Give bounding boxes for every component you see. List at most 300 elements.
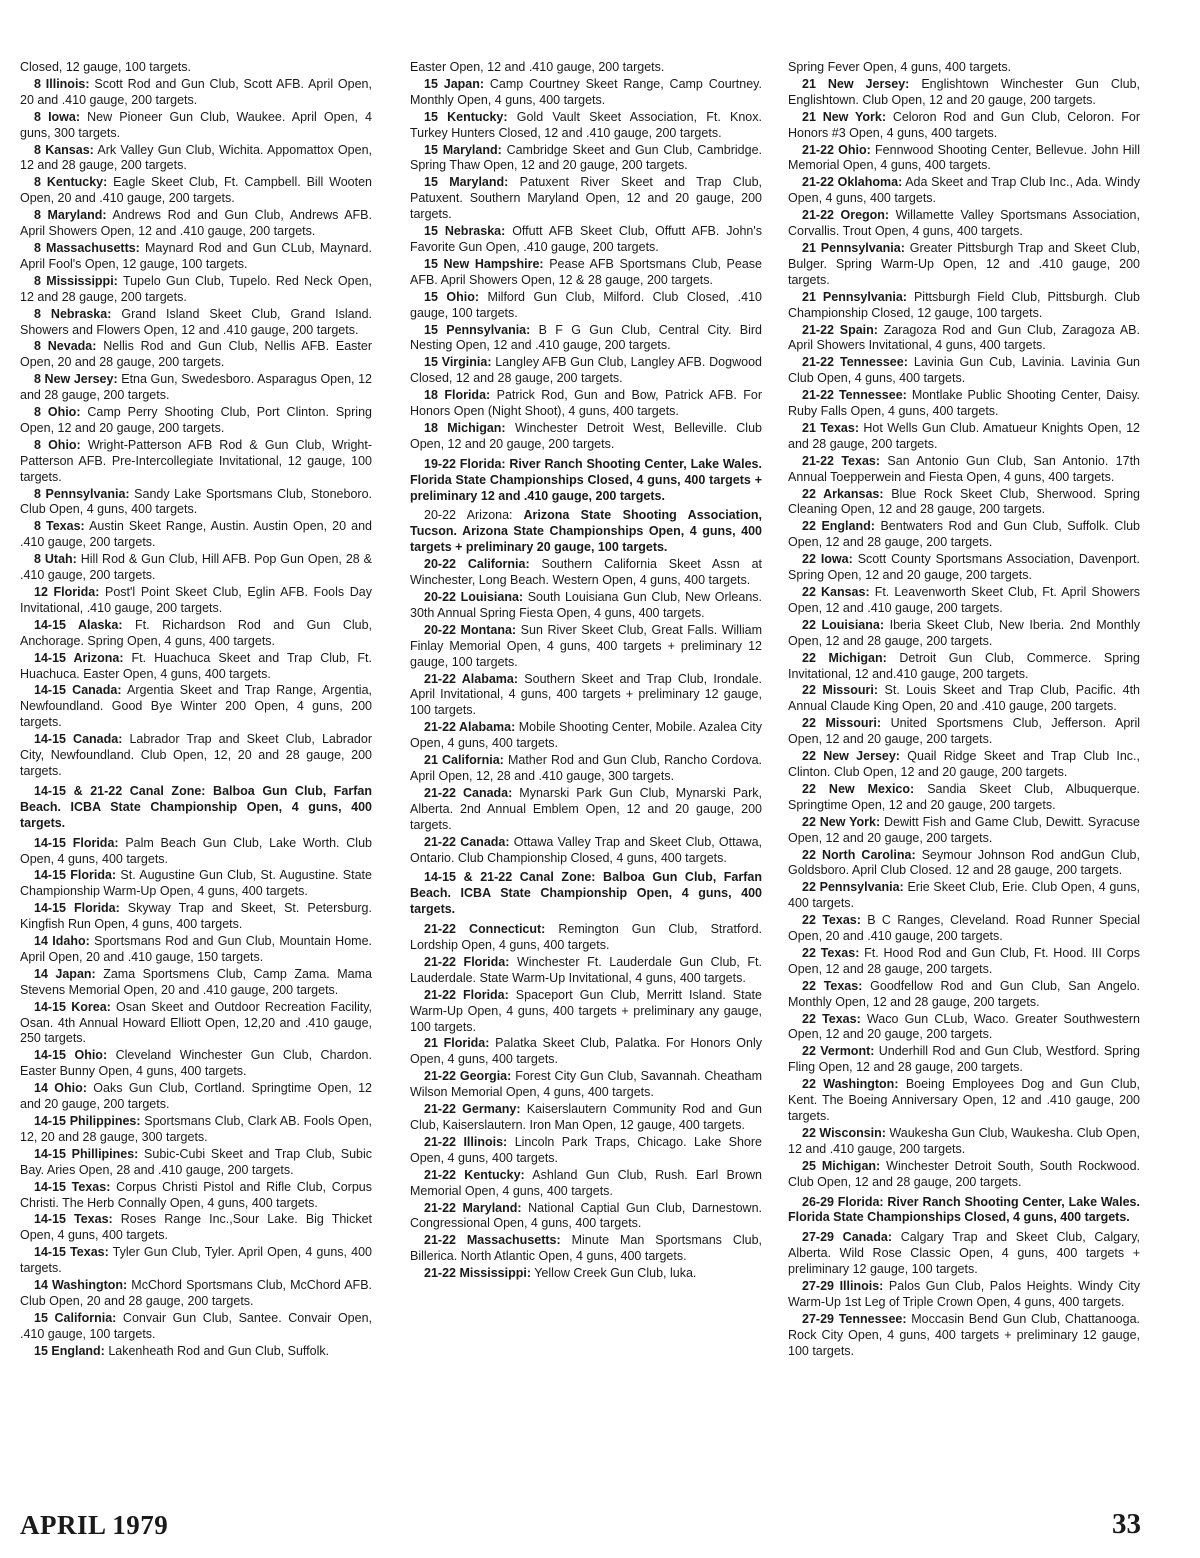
event-listing [410, 870, 762, 918]
event-details: South Louisiana Gun Club, New Orleans. 30th Annual Spring Fiesta Open, 4 guns, 400 targets. [410, 590, 762, 620]
event-listing [788, 487, 1140, 519]
event-date-location: 14-15 Ohio: [34, 1048, 108, 1063]
event-listing [20, 110, 372, 142]
event-details: Lincoln Park Traps, Chicago. Lake Shore Open, 4 guns, 400 targets. [410, 1134, 762, 1165]
event-date-location: 20-22 Montana: [424, 622, 517, 637]
event-listing [20, 552, 372, 584]
event-details: Ft. Hood Rod and Gun Club, Ft. Hood. III Corps Open, 12 and 28 gauge, 200 targets. [788, 945, 1140, 976]
event-listing [410, 355, 762, 387]
event-details: Mather Rod and Gun Club, Rancho Cordova. April Open, 12, 28 and .410 gauge, 300 targets. [410, 753, 762, 783]
event-listing [20, 683, 372, 731]
event-date-location: 8 Mississippi: [34, 273, 118, 288]
event-listing [788, 815, 1140, 847]
event-listing [788, 880, 1140, 912]
event-listing [20, 868, 372, 900]
event-listing [788, 454, 1140, 486]
event-details: Nellis Rod and Gun Club, Nellis AFB. Easter Open, 20 and 28 gauge, 200 targets. [20, 339, 373, 370]
event-listing [20, 1180, 372, 1212]
event-listing [788, 1012, 1140, 1044]
event-listing [788, 749, 1140, 781]
event-details: Tyler Gun Club, Tyler. April Open, 4 guns, 400 targets. [20, 1245, 372, 1276]
event-date-location: 21 Pennsylvania: [802, 240, 905, 255]
event-listing [788, 60, 1140, 76]
event-details: Convair Gun Club, Santee. Convair Open, .410 gauge, 100 targets. [20, 1310, 372, 1341]
event-date-location: 14-15 Florida: [34, 868, 117, 883]
event-date-location: 20-22 Arizona: [424, 508, 513, 523]
event-details: Patrick Rod, Gun and Bow, Patrick AFB. For Honors Open (Night Shoot), 4 guns, 400 targets. [410, 388, 762, 419]
page-number: 33 [1112, 1508, 1141, 1540]
event-date-location: 8 Nevada: [34, 339, 97, 354]
event-listing [410, 1266, 762, 1282]
event-listing [410, 1036, 762, 1068]
event-details: Mobile Shooting Center, Mobile. Azalea City Open, 4 guns, 400 targets. [410, 720, 762, 751]
event-date-location: 15 California: [34, 1310, 117, 1325]
event-date-location: 15 Kentucky: [424, 109, 508, 124]
event-date-location: 21-22 Alabama: [424, 671, 519, 686]
event-details: Easter Open, 12 and .410 gauge, 200 targets. [410, 60, 665, 74]
event-listing [20, 307, 372, 339]
event-date-location: 22 Wisconsin: [802, 1125, 886, 1140]
event-date-location: 21 California: [424, 753, 504, 768]
event-details: Pease AFB Sportsmans Club, Pease AFB. April Showers Open, 12 & 28 gauge, 200 targets. [410, 256, 762, 287]
event-date-location: 21-22 Germany: [424, 1102, 521, 1117]
event-details: Palos Gun Club, Palos Heights. Windy City Warm-Up 1st Leg of Triple Crown Open, 4 guns, 400 targets. [788, 1279, 1140, 1309]
event-listing [20, 241, 372, 273]
event-details: Pittsburgh Field Club, Pittsburgh. Club Championship Closed, 12 gauge, 100 targets. [788, 289, 1140, 320]
event-details: Celoron Rod and Gun Club, Celoron. For Honors #3 Open, 4 guns, 400 targets. [788, 109, 1140, 140]
event-listing [410, 590, 762, 622]
event-date-location: 27-29 Canada: [802, 1230, 893, 1245]
event-listing [20, 1245, 372, 1277]
event-details: Sandia Skeet Club, Albuquerque. Springtime Open, 12 and 20 gauge, 200 targets. [788, 781, 1140, 812]
event-details: Maynard Rod and Gun CLub, Maynard. April Fool's Open, 12 gauge, 100 targets. [20, 240, 372, 271]
event-date-location: 14-15 Korea: [34, 999, 111, 1014]
event-details: Etna Gun, Swedesboro. Asparagus Open, 12 and 28 gauge, 200 targets. [20, 372, 373, 403]
event-date-location: 22 New Mexico: [802, 781, 915, 796]
event-details: Scott Rod and Gun Club, Scott AFB. April Open, 20 and .410 gauge, 200 targets. [20, 76, 372, 107]
event-date-location: 21-22 Canada: [424, 785, 513, 800]
event-details: Greater Pittsburgh Trap and Skeet Club, Bulger. Spring Warm-Up Open, 12 and .410 gauge, 200 targets. [788, 240, 1140, 287]
column-1 [20, 60, 372, 1361]
event-date-location: 8 Ohio: [34, 437, 81, 452]
event-date-location: 8 Pennsylvania: [34, 486, 130, 501]
event-listing [20, 208, 372, 240]
event-listing [788, 77, 1140, 109]
event-listing [788, 618, 1140, 650]
event-listing [20, 487, 372, 519]
event-details: Ft. Leavenworth Skeet Club, Ft. April Showers Open, 12 and .410 gauge, 200 targets. [788, 585, 1140, 615]
event-listing [20, 1048, 372, 1080]
event-date-location: 22 Texas: [802, 913, 861, 928]
event-date-location: 27-29 Illinois: [802, 1279, 884, 1294]
event-details: Post'l Point Skeet Club, Eglin AFB. Fools Day Invitational, .410 gauge, 200 targets. [20, 585, 372, 615]
event-date-location: 22 Kansas: [802, 585, 870, 599]
event-details: Andrews Rod and Gun Club, Andrews AFB. April Showers Open, 12 and .410 gauge, 200 targets. [20, 208, 372, 239]
event-date-location: 8 New Jersey: [34, 372, 118, 387]
event-listing [410, 77, 762, 109]
event-listing [410, 290, 762, 322]
event-date-location: 8 Ohio: [34, 405, 81, 420]
event-date-location: 15 Nebraska: [424, 224, 506, 239]
event-listing [410, 1233, 762, 1265]
event-details: Ada Skeet and Trap Club Inc., Ada. Windy Open, 4 guns, 400 targets. [788, 175, 1140, 206]
event-details: Calgary Trap and Skeet Club, Calgary, Alberta. Wild Rose Classic Open, 4 guns, 400 targets + preliminary 12 gauge, 100 targets. [788, 1230, 1141, 1277]
event-details: Cleveland Winchester Gun Club, Chardon. Easter Bunny Open, 4 guns, 400 targets. [20, 1048, 372, 1079]
event-date-location: 15 New Hampshire: [424, 256, 544, 271]
event-date-location: 21 New Jersey: [802, 76, 910, 91]
event-listing [788, 323, 1140, 355]
event-listing [410, 60, 762, 76]
event-date-location: 22 Washington: [802, 1077, 899, 1092]
event-date-location: 15 Maryland: [424, 142, 502, 157]
event-date-location: 21-22 Maryland: [424, 1200, 522, 1215]
event-details: Patuxent River Skeet and Trap Club, Patuxent. Southern Maryland Open, 12 and 20 gauge, 200 targets. [410, 175, 762, 222]
event-date-location: 21-22 Spain: [802, 322, 878, 337]
event-details: Hill Rod & Gun Club, Hill AFB. Pop Gun Open, 28 & .410 gauge, 200 targets. [20, 552, 372, 583]
event-date-location: 20-22 California: [424, 557, 530, 572]
event-date-location: 8 Nebraska: [34, 306, 112, 321]
event-listing [788, 1312, 1140, 1360]
event-details: Detroit Gun Club, Commerce. Spring Invitational, 12 and.410 gauge, 200 targets. [788, 650, 1140, 681]
event-listing [410, 508, 762, 556]
event-listing [20, 1081, 372, 1113]
event-details: McChord Sportsmans Club, McChord AFB. Club Open, 20 and 28 gauge, 200 targets. [20, 1278, 372, 1308]
event-details: Sportsmans Club, Clark AB. Fools Open, 12, 20 and 28 gauge, 300 targets. [20, 1114, 372, 1144]
event-listing [410, 143, 762, 175]
event-listing [20, 339, 372, 371]
event-listing [788, 241, 1140, 289]
event-date-location: 21 Pennsylvania: [802, 289, 907, 304]
event-date-location: 8 Illinois: [34, 76, 90, 91]
event-date-location: 22 New York: [802, 814, 881, 829]
event-details: Skyway Trap and Skeet, St. Petersburg. Kingfish Run Open, 4 guns, 400 targets. [20, 901, 372, 932]
event-date-location: 22 England: [802, 519, 875, 534]
event-listing [788, 208, 1140, 240]
event-details: Gold Vault Skeet Association, Ft. Knox. Turkey Hunters Closed, 12 and .410 gauge, 200 targets. [410, 109, 762, 140]
event-details: 14-15 & 21-22 Canal Zone: Balboa Gun Club, Farfan Beach. ICBA State Championship Open, 4 guns, 400 targets. [20, 783, 372, 830]
event-details: 14-15 & 21-22 Canal Zone: Balboa Gun Club, Farfan Beach. ICBA State Championship Open, 4 guns, 400 targets. [410, 870, 762, 917]
event-listing [788, 388, 1140, 420]
event-listing [20, 1147, 372, 1179]
event-details: Zaragoza Rod and Gun Club, Zaragoza AB. April Showers Invitational, 4 guns, 400 targets. [788, 322, 1140, 353]
event-date-location: 21-22 Oklahoma: [802, 175, 903, 190]
event-details: Lavinia Gun Cub, Lavinia. Lavinia Gun Club Open, 4 guns, 400 targets. [788, 355, 1140, 386]
event-date-location: 14-15 Canada: [34, 732, 123, 747]
event-date-location: 22 Missouri: [802, 716, 882, 731]
event-details: Fennwood Shooting Center, Bellevue. John Hill Memorial Open, 4 guns, 400 targets. [788, 142, 1140, 173]
event-date-location: 15 Pennsylvania: [424, 322, 531, 337]
event-details: Remington Gun Club, Stratford. Lordship Open, 4 guns, 400 targets. [410, 922, 762, 953]
event-date-location: 18 Michigan: [424, 420, 506, 435]
event-date-location: 8 Utah: [34, 552, 77, 567]
event-details: Kaiserslautern Community Rod and Gun Club, Kaiserslautern. Iron Man Open, 12 gauge, 400 targets. [410, 1102, 762, 1132]
event-date-location: 22 Pennsylvania: [802, 880, 904, 895]
event-listing [788, 421, 1140, 453]
event-date-location: 14-15 Philippines: [34, 1114, 141, 1128]
event-date-location: 22 New Jersey: [802, 749, 900, 764]
event-listing [410, 988, 762, 1036]
event-details: Spaceport Gun Club, Merritt Island. State Warm-Up Open, 4 guns, 400 targets + preliminary any gauge, 100 targets. [410, 987, 762, 1034]
event-date-location: 21 New York: [802, 109, 887, 124]
event-date-location: 21-22 Massachusetts: [424, 1233, 561, 1248]
event-listing [788, 585, 1140, 617]
event-listing [20, 934, 372, 966]
event-listing [20, 60, 372, 76]
event-date-location: 8 Kansas: [34, 142, 94, 157]
event-details: Montlake Public Shooting Center, Daisy. Ruby Falls Open, 4 guns, 400 targets. [788, 388, 1140, 419]
event-date-location: 8 Iowa: [34, 109, 81, 124]
event-details: Sun River Skeet Club, Great Falls. William Finlay Memorial Open, 4 guns, 400 targets + preliminary 12 gauge, 100 targets. [410, 622, 762, 669]
event-date-location: 21-22 Illinois: [424, 1134, 508, 1149]
event-listing [20, 1344, 372, 1360]
event-details: 19-22 Florida: River Ranch Shooting Center, Lake Wales. Florida State Championships Closed, 4 guns, 400 targets + preliminary 12 and .410 gauge, 200 targets. [410, 456, 762, 503]
event-details: Blue Rock Skeet Club, Sherwood. Spring Cleaning Open, 12 and 28 gauge, 200 targets. [788, 486, 1140, 517]
event-listing [410, 623, 762, 671]
event-date-location: 21-22 Tennessee: [802, 355, 908, 370]
event-listing [410, 1102, 762, 1134]
event-details: Yellow Creek Gun Club, luka. [531, 1266, 697, 1281]
event-date-location: 15 Ohio: [424, 289, 480, 304]
event-listing [20, 405, 372, 437]
event-date-location: 21 Florida: [424, 1036, 490, 1051]
event-listing [410, 922, 762, 954]
event-date-location: 8 Maryland: [34, 208, 107, 223]
event-details: Zama Sportsmens Club, Camp Zama. Mama Stevens Memorial Open, 20 and .410 gauge, 200 targets. [20, 966, 372, 997]
event-details: National Captial Gun Club, Darnestown. Congressional Open, 4 guns, 400 targets. [410, 1200, 763, 1231]
event-details: United Sportsmens Club, Jefferson. April Open, 12 and 20 gauge, 200 targets. [788, 716, 1140, 747]
event-listing [410, 1135, 762, 1167]
event-date-location: 15 Virginia: [424, 355, 492, 370]
event-details: Sandy Lake Sportsmans Club, Stoneboro. Club Open, 4 guns, 400 targets. [20, 486, 372, 517]
event-listing [788, 1044, 1140, 1076]
event-listing [20, 732, 372, 780]
event-listing [788, 651, 1140, 683]
event-listing [410, 786, 762, 834]
column-2 [410, 60, 762, 1283]
event-date-location: 14-15 Texas: [34, 1179, 111, 1194]
event-date-location: 14 Ohio: [34, 1081, 87, 1096]
event-date-location: 14 Japan: [34, 966, 96, 981]
event-listing [410, 955, 762, 987]
event-listing [20, 519, 372, 551]
event-date-location: 14-15 Phillipines: [34, 1146, 139, 1161]
event-date-location: 22 Texas: [802, 945, 860, 960]
event-details: Sportsmans Rod and Gun Club, Mountain Home. April Open, 20 and .410 gauge, 150 targets. [20, 934, 372, 964]
event-listing [410, 457, 762, 505]
event-details: Palm Beach Gun Club, Lake Worth. Club Open, 4 guns, 400 targets. [20, 835, 372, 866]
event-details: Iberia Skeet Club, New Iberia. 2nd Monthly Open, 12 and 28 gauge, 200 targets. [788, 617, 1140, 648]
event-details: St. Louis Skeet and Trap Club, Pacific. 4th Annual Claude King Open, 20 and .410 gauge, 200 targets. [788, 683, 1140, 714]
event-listing [20, 1000, 372, 1048]
event-date-location: 21-22 Connecticut: [424, 922, 546, 937]
event-date-location: 14 Washington: [34, 1278, 128, 1293]
event-listing [788, 519, 1140, 551]
issue-date: APRIL 1979 [20, 1510, 169, 1540]
event-listing [20, 1212, 372, 1244]
event-details: Bentwaters Rod and Gun Club, Suffolk. Club Open, 12 and 28 gauge, 200 targets. [788, 519, 1141, 550]
event-date-location: 21-22 Mississippi: [424, 1266, 531, 1281]
event-listing [20, 1114, 372, 1146]
event-details: Langley AFB Gun Club, Langley AFB. Dogwood Closed, 12 and 28 gauge, 200 targets. [410, 355, 762, 386]
event-date-location: 18 Florida: [424, 388, 491, 403]
event-date-location: 22 Michigan: [802, 650, 887, 665]
event-listing [410, 388, 762, 420]
event-date-location: 14-15 Arizona: [34, 650, 124, 665]
event-date-location: 21-22 Canada: [424, 834, 510, 849]
event-date-location: 25 Michigan: [802, 1158, 881, 1173]
event-details: Camp Courtney Skeet Range, Camp Courtney. Monthly Open, 4 guns, 400 targets. [410, 76, 762, 107]
event-details: Osan Skeet and Outdoor Recreation Facility, Osan. 4th Annual Howard Elliott Open, 12,20 and .410 gauge, 250 targets. [20, 999, 372, 1046]
event-date-location: 21-22 Alabama: [424, 720, 516, 735]
event-listing [410, 720, 762, 752]
event-listing [788, 143, 1140, 175]
event-details: Lakenheath Rod and Gun Club, Suffolk. [104, 1343, 330, 1358]
event-date-location: 21-22 Florida: [424, 987, 509, 1002]
event-listing [410, 1201, 762, 1233]
event-details: Camp Perry Shooting Club, Port Clinton. Spring Open, 12 and 20 gauge, 200 targets. [20, 405, 372, 435]
event-date-location: 22 Vermont: [802, 1044, 875, 1059]
event-details: Milford Gun Club, Milford. Club Closed, .410 gauge, 100 targets. [410, 289, 762, 320]
event-details: Tupelo Gun Club, Tupelo. Red Neck Open, 12 and 28 gauge, 200 targets. [20, 273, 372, 304]
event-details: B F G Gun Club, Central City. Bird Nesting Open, 12 and .410 gauge, 200 targets. [410, 322, 762, 353]
event-date-location: 8 Texas: [34, 519, 85, 534]
event-details: Cambridge Skeet and Gun Club, Cambridge. Spring Thaw Open, 12 and 20 gauge, 200 targets. [410, 142, 763, 173]
event-listing [788, 946, 1140, 978]
event-date-location: 14 Idaho: [34, 934, 90, 949]
event-listing [788, 355, 1140, 387]
event-details: Goodfellow Rod and Gun Club, San Angelo. Monthly Open, 12 and 28 gauge, 200 targets. [788, 978, 1140, 1009]
event-listing [788, 175, 1140, 207]
event-listing [410, 421, 762, 453]
event-listing [20, 618, 372, 650]
event-details: Eagle Skeet Club, Ft. Campbell. Bill Wooten Open, 20 and .410 gauge, 200 targets. [20, 175, 372, 206]
event-details: New Pioneer Gun Club, Waukee. April Open, 4 guns, 300 targets. [20, 109, 372, 140]
event-details: Minute Man Sportsmans Club, Billerica. North Atlantic Open, 4 guns, 400 targets. [410, 1233, 762, 1264]
event-date-location: 8 Kentucky: [34, 175, 108, 190]
event-listing [20, 175, 372, 207]
event-listing [410, 557, 762, 589]
event-details: Hot Wells Gun Club. Amatueur Knights Open, 12 and 28 gauge, 200 targets. [788, 420, 1140, 451]
event-listing [20, 1278, 372, 1310]
event-listing [788, 1230, 1140, 1278]
event-details: Roses Range Inc.,Sour Lake. Big Thicket Open, 4 guns, 400 targets. [20, 1212, 372, 1243]
event-details: Arizona State Shooting Association, Tucson. Arizona State Championships Open, 4 guns, 400 targets + preliminary 20 gauge, 100 targets. [410, 508, 763, 555]
event-details: Englishtown Winchester Gun Club, Englishtown. Club Open, 12 and 20 gauge, 200 targets. [788, 76, 1140, 107]
event-details: Forest City Gun Club, Savannah. Cheatham Wilson Memorial Open, 4 guns, 400 targets. [410, 1069, 763, 1100]
event-listing [410, 323, 762, 355]
event-listing [788, 290, 1140, 322]
event-listing [410, 753, 762, 785]
event-date-location: 21-22 Kentucky: [424, 1167, 525, 1182]
event-date-location: 14-15 Canada: [34, 683, 122, 698]
event-listing [410, 1069, 762, 1101]
event-listing [20, 784, 372, 832]
event-listing [410, 175, 762, 223]
event-details: Wright-Patterson AFB Rod & Gun Club, Wright-Patterson AFB. Pre-Intercollegiate Invitational, 12 gauge, 100 targets. [20, 437, 372, 484]
event-details: Subic-Cubi Skeet and Trap Club, Subic Bay. Aries Open, 28 and .410 gauge, 200 targets. [20, 1146, 372, 1177]
event-listing [788, 782, 1140, 814]
event-details: Ashland Gun Club, Rush. Earl Brown Memorial Open, 4 guns, 400 targets. [410, 1167, 762, 1198]
event-listing [788, 1159, 1140, 1191]
event-date-location: 21-22 Texas: [802, 453, 881, 468]
event-details: Ft. Huachuca Skeet and Trap Club, Ft. Huachuca. Easter Open, 4 guns, 400 targets. [20, 650, 372, 681]
event-details: Boeing Employees Dog and Gun Club, Kent. The Boeing Anniversary Open, 12 and .410 gauge, 200 targets. [788, 1077, 1140, 1123]
event-details: San Antonio Gun Club, San Antonio. 17th Annual Toepperwein and Fiesta Open, 4 guns, 400 targets. [788, 453, 1141, 484]
event-listing [410, 835, 762, 867]
event-details: 26-29 Florida: River Ranch Shooting Center, Lake Wales. Florida State Championships Closed, 4 guns, 400 targets. [788, 1194, 1140, 1225]
event-details: Southern Skeet and Trap Club, Irondale. April Invitational, 4 guns, 400 targets + preliminary 12 gauge, 100 targets. [410, 671, 763, 718]
event-details: Labrador Trap and Skeet Club, Labrador City, Newfoundland. Club Open, 12, 20 and 28 gauge, 200 targets. [20, 732, 372, 778]
event-details: Ark Valley Gun Club, Wichita. Appomattox Open, 12 and 28 gauge, 200 targets. [20, 142, 372, 173]
event-details: Corpus Christi Pistol and Rifle Club, Corpus Christi. The Herb Connally Open, 4 guns, 400 targets. [20, 1179, 372, 1210]
event-listing [788, 716, 1140, 748]
event-listing [20, 143, 372, 175]
event-listing [410, 257, 762, 289]
event-date-location: 22 Arkansas: [802, 486, 884, 501]
event-details: Winchester Ft. Lauderdale Gun Club, Ft. Lauderdale. State Warm-Up Invitational, 4 guns, 400 targets. [410, 954, 762, 985]
event-listing [410, 672, 762, 720]
event-details: Winchester Detroit West, Belleville. Club Open, 12 and 20 gauge, 200 targets. [410, 420, 762, 451]
event-details: Erie Skeet Club, Erie. Club Open, 4 guns, 400 targets. [788, 880, 1140, 911]
event-date-location: 22 Louisiana: [802, 617, 885, 632]
event-listing [20, 836, 372, 868]
event-details: Dewitt Fish and Game Club, Dewitt. Syracuse Open, 12 and 20 gauge, 200 targets. [788, 814, 1140, 845]
event-details: Waukesha Gun Club, Waukesha. Club Open, 12 and .410 gauge, 200 targets. [788, 1125, 1141, 1156]
event-details: Scott County Sportsmans Association, Davenport. Spring Open, 12 and 20 gauge, 200 targets. [788, 552, 1141, 583]
event-date-location: 27-29 Tennessee: [802, 1311, 907, 1326]
event-date-location: 12 Florida: [34, 585, 100, 599]
event-details: Ottawa Valley Trap and Skeet Club, Ottawa, Ontario. Club Championship Closed, 4 guns, 400 targets. [410, 834, 762, 865]
event-listing [20, 967, 372, 999]
event-details: Underhill Rod and Gun Club, Westford. Spring Fling Open, 12 and 28 gauge, 200 targets. [788, 1044, 1140, 1075]
event-details: Grand Island Skeet Club, Grand Island. Showers and Flowers Open, 12 and .410 gauge, 200 targets. [20, 306, 372, 337]
event-details: Oaks Gun Club, Cortland. Springtime Open, 12 and 20 gauge, 200 targets. [20, 1081, 372, 1112]
event-listing [788, 1195, 1140, 1227]
event-details: Moccasin Bend Gun Club, Chattanooga. Rock City Open, 4 guns, 400 targets + preliminary 12 gauge, 100 targets. [788, 1311, 1140, 1358]
event-date-location: 14-15 Texas: [34, 1245, 109, 1260]
event-details: Ft. Richardson Rod and Gun Club, Anchorage. Spring Open, 4 guns, 400 targets. [20, 617, 372, 648]
event-listing [410, 1168, 762, 1200]
event-details: St. Augustine Gun Club, St. Augustine. State Championship Warm-Up Open, 4 guns, 400 targets. [20, 868, 372, 899]
event-details: Willamette Valley Sportsmans Association, Corvallis. Trout Open, 4 guns, 400 targets. [788, 208, 1140, 239]
event-date-location: 21-22 Tennessee: [802, 388, 907, 403]
event-listing [788, 1279, 1140, 1311]
event-listing [788, 1077, 1140, 1125]
event-listing [410, 224, 762, 256]
event-listing [20, 1311, 372, 1343]
event-date-location: 15 Japan: [424, 76, 485, 91]
event-details: Spring Fever Open, 4 guns, 400 targets. [788, 60, 1012, 74]
event-listing [20, 585, 372, 617]
event-date-location: 14-15 Alaska: [34, 617, 123, 632]
event-date-location: 14-15 Florida: [34, 901, 120, 916]
event-listing [788, 848, 1140, 880]
column-3 [788, 60, 1140, 1361]
event-date-location: 21-22 Georgia: [424, 1069, 512, 1084]
event-date-location: 22 Missouri: [802, 683, 878, 698]
event-date-location: 15 Maryland: [424, 175, 509, 190]
event-details: Palatka Skeet Club, Palatka. For Honors Only Open, 4 guns, 400 targets. [410, 1036, 763, 1067]
event-date-location: 22 Texas: [802, 978, 863, 993]
event-listing [20, 274, 372, 306]
event-date-location: 21-22 Ohio: [802, 142, 871, 157]
event-listing [20, 651, 372, 683]
event-details: Closed, 12 gauge, 100 targets. [20, 60, 191, 74]
event-date-location: 22 Iowa: [802, 552, 853, 567]
event-listing [20, 77, 372, 109]
event-listing [788, 110, 1140, 142]
event-listing [788, 1126, 1140, 1158]
